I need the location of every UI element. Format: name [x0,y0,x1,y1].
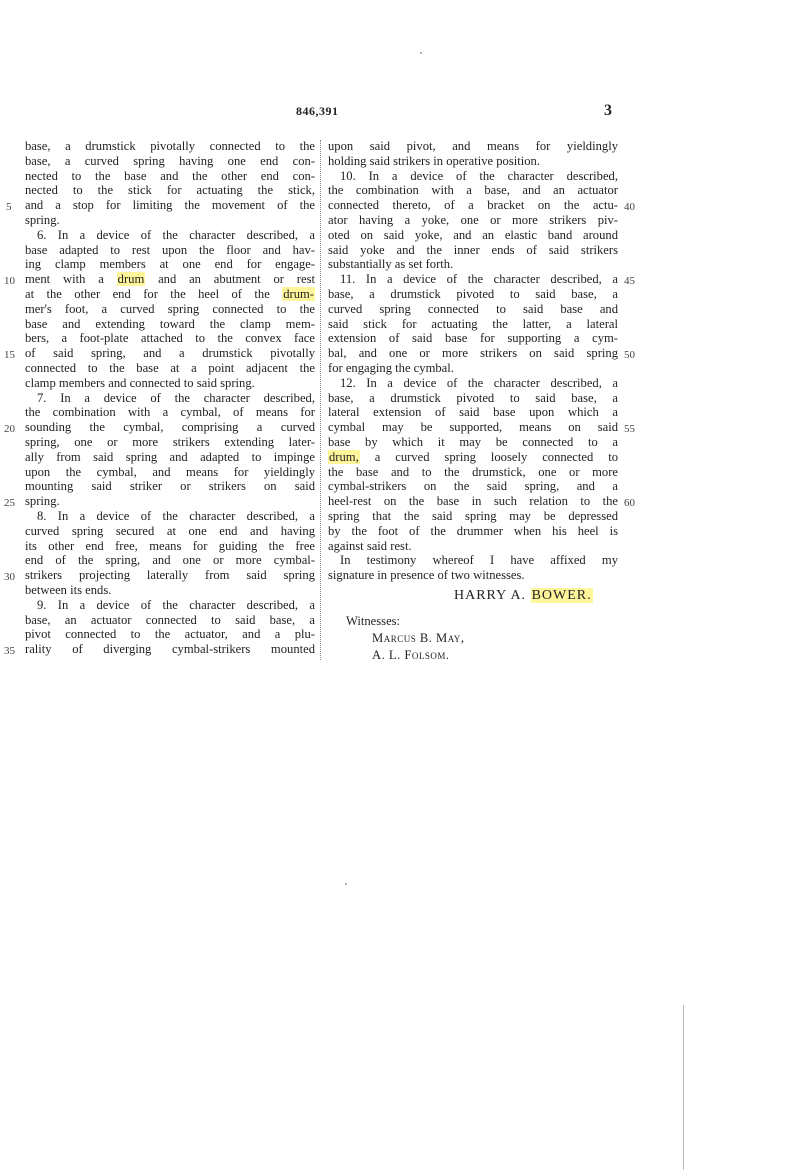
text-line: said stick for actuating the latter, a lateral [328,316,618,331]
line-number: 25 [4,497,15,509]
text-line: ator having a yoke, one or more strikers piv- [328,212,618,227]
text-line: upon the cymbal, and means for yieldingly [25,464,315,479]
line-number: 35 [4,645,15,657]
text-line: spring. [25,212,60,227]
text-line: base, an actuator connected to said base, a [25,612,315,627]
text-line: for engaging the cymbal. [328,360,454,375]
highlight-drummer: drum- [283,286,314,301]
text-line: pivot connected to the actuator, and a plu- [25,627,315,642]
text-line: mer's foot, a curved spring connected to the [25,301,315,316]
text-line: sounding the cymbal, comprising a curved [25,420,315,435]
highlight-drum: drum, [329,449,359,464]
text-line: signature in presence of two witnesses. [328,568,525,583]
text-line: nected to the base and the other end con- [25,168,315,183]
text-line: base, a drumstick pivoted to said base, a [328,286,618,301]
witness-name: Marcus B. May, [372,631,465,645]
line-number: 15 [4,349,15,361]
text-line: end of the spring, and one or more cymbal- [25,553,315,568]
scan-speck [345,883,347,885]
text-line: base and extending toward the clamp mem- [25,316,315,331]
line-number: 10 [4,275,15,287]
line-number: 60 [624,497,635,509]
text-line: lateral extension of said base upon which a [328,405,618,420]
text-line: mounting said striker or strikers on said [25,479,315,494]
text-line: connected thereto, of a bracket on the actu- [328,198,618,213]
text-line: In testimony whereof I have affixed my [340,553,618,568]
line-number: 55 [624,423,635,435]
text-line: base adapted to rest upon the floor and hav- [25,242,315,257]
text-line: cymbal-strikers on the said spring, and a [328,479,618,494]
text-line: base by which it may be connected to a [328,434,618,449]
text-line: ally from said spring and adapted to impinge [25,449,315,464]
text-line: base, a curved spring having one end con- [25,153,315,168]
text-line: 12. In a device of the character described, a [340,375,618,390]
line-number: 30 [4,571,15,583]
text-line: ment with a drum and an abutment or rest [25,272,315,287]
text-line: the base and to the drumstick, one or more [328,464,618,479]
line-number: 20 [4,423,15,435]
column-divider [320,140,321,660]
text-line: ing clamp members at one end for engage- [25,257,315,272]
text-line: by the foot of the drummer when his heel is [328,523,618,538]
text-line: of said spring, and a drumstick pivotally [25,346,315,361]
text-line: spring that the said spring may be depressed [328,508,618,523]
highlight-drum: drum [117,272,145,287]
text-line: extension of said base for supporting a cym- [328,331,618,346]
line-number: 45 [624,275,635,287]
text-line: rality of diverging cymbal-strikers mounted [25,642,315,657]
signature-first: HARRY A. [454,588,527,603]
text-line: the combination with a base, and an actuator [328,183,618,198]
text-line: between its ends. [25,582,112,597]
text-line: the combination with a cymbal, of means for [25,405,315,420]
text-line: bal, and one or more strikers on said spring [328,346,618,361]
scan-speck [420,52,422,54]
patent-number: 846,391 [296,104,339,118]
sheet-number: 3 [604,102,612,119]
text-line: curved spring secured at one end and having [25,523,315,538]
text-line: base, a drumstick pivoted to said base, a [328,390,618,405]
text-line: upon said pivot, and means for yieldingly [328,139,618,153]
text-line: at the other end for the heel of the drum- [25,286,314,301]
text-line: spring, one or more strikers extending later- [25,434,315,449]
text-line: connected to the base at a point adjacent the [25,360,315,375]
text-line: 9. In a device of the character described, a [37,597,315,612]
highlight-bower: BOWER. [531,588,592,603]
text-line: said yoke and the inner ends of said strikers [328,242,618,257]
witnesses-label: Witnesses: [346,614,401,628]
text-line: 8. In a device of the character described, a [37,508,315,523]
text-line: its other end free, means for guiding the free [25,538,315,553]
text-line: clamp members and connected to said spring. [25,375,255,390]
text-line: against said rest. [328,538,412,553]
line-number: 5 [6,201,12,213]
text-line: bers, a foot-plate attached to the convex face [25,331,315,346]
text-line: spring. [25,494,60,509]
text-line: 11. In a device of the character described, a [340,272,618,287]
line-number: 50 [624,349,635,361]
text-line: curved spring connected to said base and [328,301,618,316]
text-line: 7. In a device of the character described, [37,390,315,405]
text-line: drum, a curved spring loosely connected to [329,449,618,464]
line-number: 40 [624,201,635,213]
text-line: 10. In a device of the character described, [340,168,618,183]
text-line: nected to the stick for actuating the stick, [25,183,315,198]
text-line: substantially as set forth. [328,257,454,272]
text-line: 6. In a device of the character described, a [37,227,315,242]
text-line: strikers projecting laterally from said spring [25,568,315,583]
scan-edge-line [683,1005,684,1170]
right-column [328,139,618,583]
text-line: holding said strikers in operative position. [328,153,540,168]
witness-name: A. L. Folsom. [372,648,450,662]
inventor-signature [454,588,593,604]
text-line: and a stop for limiting the movement of the [25,198,315,213]
text-line: oted on said yoke, and an elastic band around [328,227,618,242]
text-line: heel-rest on the base in such relation to the [328,494,618,509]
left-column [25,139,315,657]
text-line: cymbal may be supported, means on said [328,420,618,435]
text-line: base, a drumstick pivotally connected to the [25,139,315,153]
